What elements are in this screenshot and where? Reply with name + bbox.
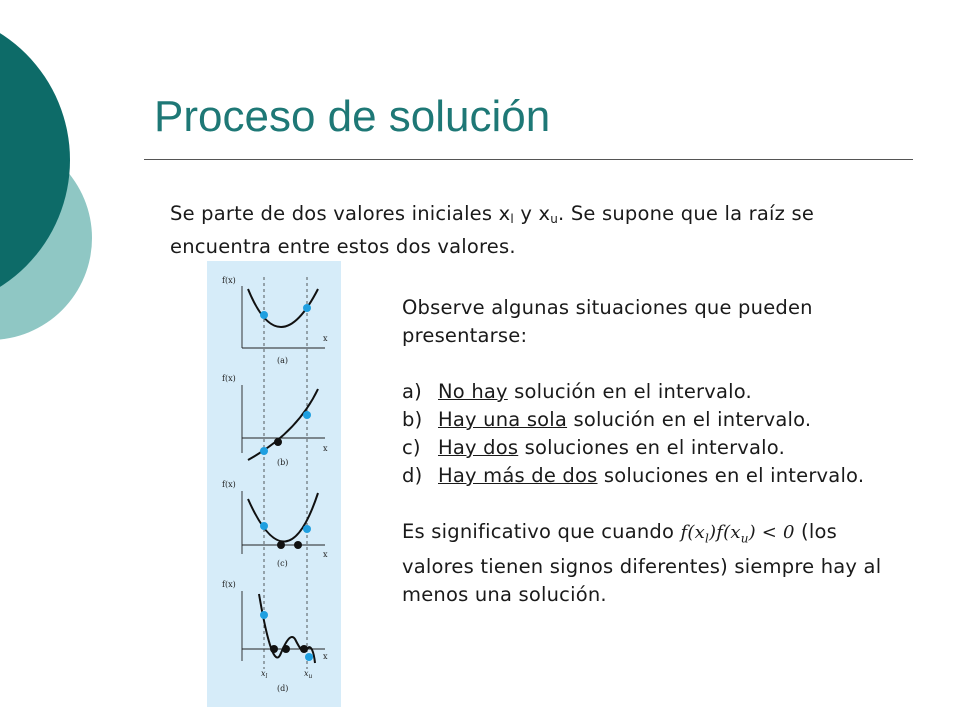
x-axis-label: x bbox=[323, 444, 328, 453]
situations-list bbox=[402, 378, 912, 490]
x-axis-label: x bbox=[323, 334, 328, 343]
panel-label-d: (d) bbox=[277, 684, 289, 693]
panel-label-b: (b) bbox=[277, 458, 289, 467]
root-dot bbox=[277, 541, 285, 549]
root-dot bbox=[294, 541, 302, 549]
intro-text-3: . Se supone que la raíz se encuentra entre estos dos valores. bbox=[170, 202, 815, 258]
y-axis-label: f(x) bbox=[222, 374, 236, 383]
list-item bbox=[402, 462, 912, 490]
endpoint-dot bbox=[303, 525, 311, 533]
list-item bbox=[402, 434, 912, 462]
significance-text: Es significativo que cuando bbox=[402, 520, 681, 543]
y-axis-label: f(x) bbox=[222, 480, 236, 489]
decorative-circles bbox=[0, 0, 110, 400]
list-item-text: soluciones en el intervalo. bbox=[597, 464, 865, 487]
list-item-text: soluciones en el intervalo. bbox=[518, 436, 785, 459]
root-dot bbox=[270, 645, 278, 653]
endpoint-dot bbox=[260, 611, 268, 619]
list-item-label: d) bbox=[402, 464, 423, 487]
root-dot bbox=[300, 645, 308, 653]
endpoint-dot bbox=[305, 653, 313, 661]
list-item-label: b) bbox=[402, 408, 423, 431]
intro-sub-l: l bbox=[510, 212, 514, 226]
x-lower-label: $x_l$ bbox=[261, 669, 268, 680]
panel-label-a: (a) bbox=[277, 356, 289, 365]
list-item bbox=[402, 406, 912, 434]
x-axis-label: x bbox=[323, 550, 328, 559]
list-item bbox=[402, 378, 912, 406]
endpoint-dot bbox=[260, 311, 268, 319]
list-item-label: c) bbox=[402, 436, 421, 459]
panel-d bbox=[222, 580, 328, 693]
intro-sub-u: u bbox=[550, 212, 559, 226]
bracketing-figure bbox=[207, 261, 341, 707]
intro-text-1: Se parte de dos valores iniciales x bbox=[170, 202, 511, 225]
endpoint-dot bbox=[303, 411, 311, 419]
list-item-emphasis: Hay más de dos bbox=[438, 464, 598, 487]
panel-label-c: (c) bbox=[277, 559, 288, 568]
endpoint-dot bbox=[260, 447, 268, 455]
explanation-text bbox=[402, 294, 912, 609]
panel-c bbox=[222, 480, 328, 568]
panel-a bbox=[222, 276, 328, 365]
list-item-emphasis: Hay dos bbox=[438, 436, 519, 459]
list-item-emphasis: No hay bbox=[438, 380, 508, 403]
x-axis-label: x bbox=[323, 652, 328, 661]
intro-paragraph bbox=[170, 200, 890, 261]
significance-text-2: (los valores tienen signos diferentes) siempre hay al menos una solución. bbox=[402, 520, 882, 606]
y-axis-label: f(x) bbox=[222, 580, 236, 589]
endpoint-dot bbox=[260, 522, 268, 530]
list-item-text: solución en el intervalo. bbox=[567, 408, 812, 431]
significance-paragraph bbox=[402, 518, 912, 609]
observe-paragraph: Observe algunas situaciones que pueden presentarse: bbox=[402, 296, 813, 347]
list-item-emphasis: Hay una sola bbox=[438, 408, 568, 431]
y-axis-label: f(x) bbox=[222, 276, 236, 285]
bracketing-figure-svg bbox=[207, 261, 341, 707]
list-item-text: solución en el intervalo. bbox=[507, 380, 752, 403]
title-divider bbox=[144, 159, 913, 160]
root-dot bbox=[274, 438, 282, 446]
list-item-label: a) bbox=[402, 380, 422, 403]
root-dot bbox=[282, 645, 290, 653]
endpoint-dot bbox=[303, 304, 311, 312]
x-upper-label: $x_u$ bbox=[304, 669, 313, 680]
slide-title: Proceso de solución bbox=[154, 92, 551, 141]
sign-condition-formula: $f(x_l)f(x_u) < 0$ bbox=[680, 522, 795, 546]
panel-b bbox=[222, 374, 328, 467]
intro-text-2: y x bbox=[513, 202, 551, 225]
